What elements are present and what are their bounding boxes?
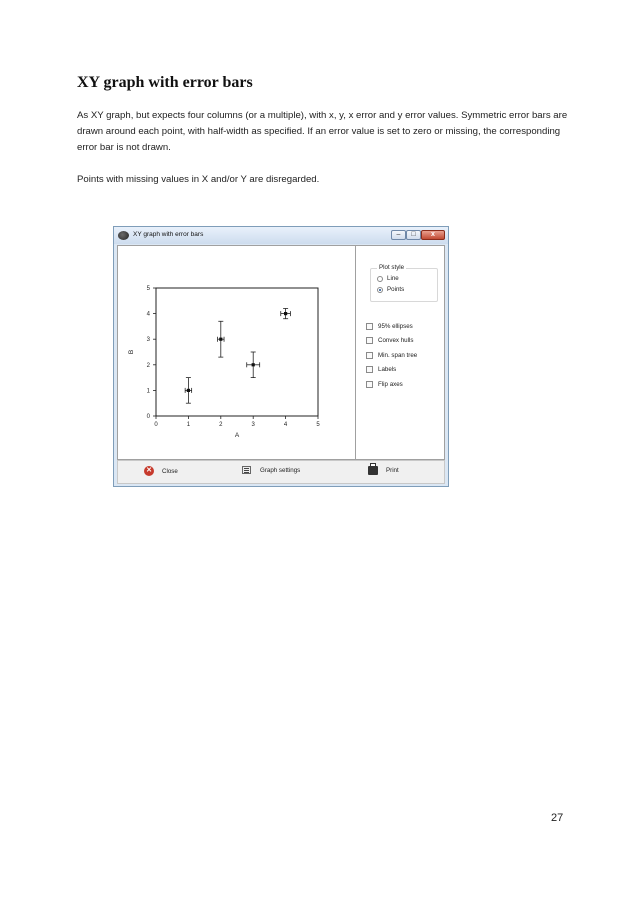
print-button[interactable] bbox=[368, 466, 399, 475]
data-point-3 bbox=[284, 312, 287, 315]
settings-icon bbox=[242, 466, 251, 474]
checkbox-min-span-tree-box[interactable] bbox=[366, 352, 373, 359]
y-tick-label-0: 0 bbox=[146, 414, 150, 420]
checkbox-labels-label: Labels bbox=[378, 366, 397, 373]
y-tick-label-5: 5 bbox=[146, 286, 150, 292]
radio-line-icon[interactable] bbox=[377, 276, 383, 282]
options-pane bbox=[356, 245, 445, 460]
x-tick-label-4: 4 bbox=[283, 422, 288, 428]
y-tick-label-1: 1 bbox=[146, 388, 150, 395]
checkbox-labels[interactable] bbox=[366, 366, 396, 373]
printer-icon bbox=[368, 466, 378, 475]
graph-settings-label: Graph settings bbox=[260, 466, 301, 474]
x-tick-label-5: 5 bbox=[316, 422, 320, 428]
close-icon: ✕ bbox=[144, 466, 154, 476]
checkbox-95-ellipses-box[interactable] bbox=[366, 323, 373, 330]
y-axis-label: B bbox=[128, 349, 135, 355]
radio-points-icon[interactable] bbox=[377, 287, 383, 293]
checkbox-convex-hulls-box[interactable] bbox=[366, 337, 373, 344]
y-tick-label-4: 4 bbox=[146, 311, 150, 318]
graph-window bbox=[113, 226, 449, 487]
checkbox-flip-axes[interactable] bbox=[366, 381, 403, 388]
document-heading: XY graph with error bars bbox=[77, 74, 253, 91]
checkbox-min-span-tree[interactable] bbox=[366, 352, 417, 359]
data-point-2 bbox=[252, 363, 255, 366]
y-tick-label-2: 2 bbox=[146, 362, 150, 369]
close-window-button[interactable]: x bbox=[421, 230, 445, 240]
checkbox-min-span-tree-label: Min. span tree bbox=[378, 352, 418, 359]
plot-style-group bbox=[370, 264, 438, 302]
plot-style-label: Plot style bbox=[379, 264, 405, 271]
maximize-button[interactable]: □ bbox=[406, 230, 421, 240]
plot-pane bbox=[117, 245, 356, 460]
checkbox-flip-axes-box[interactable] bbox=[366, 381, 373, 388]
checkbox-95-ellipses-label: 95% ellipses bbox=[378, 323, 413, 330]
page-number: 27 bbox=[551, 812, 564, 824]
graph-settings-button[interactable] bbox=[242, 466, 300, 474]
plot-frame bbox=[156, 288, 318, 416]
print-button-label: Print bbox=[386, 467, 399, 474]
window-titlebar[interactable] bbox=[114, 227, 448, 244]
checkbox-95-ellipses[interactable] bbox=[366, 323, 413, 330]
x-tick-label-0: 0 bbox=[154, 422, 158, 428]
x-tick-label-1: 1 bbox=[186, 422, 191, 428]
checkbox-convex-hulls-label: Convex hulls bbox=[378, 337, 414, 344]
close-button-label: Close bbox=[162, 467, 178, 475]
xy-error-bar-chart bbox=[118, 246, 355, 459]
y-tick-label-3: 3 bbox=[146, 337, 150, 344]
bottom-toolbar bbox=[117, 460, 445, 484]
missing-values-paragraph: Points with missing values in X and/or Y are disregarded. bbox=[77, 174, 320, 185]
radio-line-label: Line bbox=[387, 275, 399, 282]
close-button[interactable] bbox=[144, 466, 178, 476]
data-point-1 bbox=[219, 338, 222, 341]
x-tick-label-2: 2 bbox=[219, 422, 223, 428]
radio-points-label: Points bbox=[387, 286, 405, 293]
radio-line[interactable] bbox=[377, 275, 399, 282]
app-icon bbox=[118, 231, 129, 240]
x-axis-label: A bbox=[234, 432, 240, 439]
radio-points[interactable] bbox=[377, 286, 404, 293]
data-point-0 bbox=[187, 389, 190, 392]
x-tick-label-3: 3 bbox=[251, 422, 255, 428]
checkbox-convex-hulls[interactable] bbox=[366, 337, 413, 344]
minimize-button[interactable]: – bbox=[391, 230, 406, 240]
checkbox-flip-axes-label: Flip axes bbox=[378, 381, 403, 388]
checkbox-labels-box[interactable] bbox=[366, 366, 373, 373]
intro-paragraph: As XY graph, but expects four columns (or a multiple), with x, y, x error and y error values. Symmetric error bars are drawn around each point, with half-width as specified. If an error value is set to zero or missing, the corresponding error bar is not drawn. bbox=[77, 110, 568, 153]
window-title: XY graph with error bars bbox=[133, 231, 204, 238]
